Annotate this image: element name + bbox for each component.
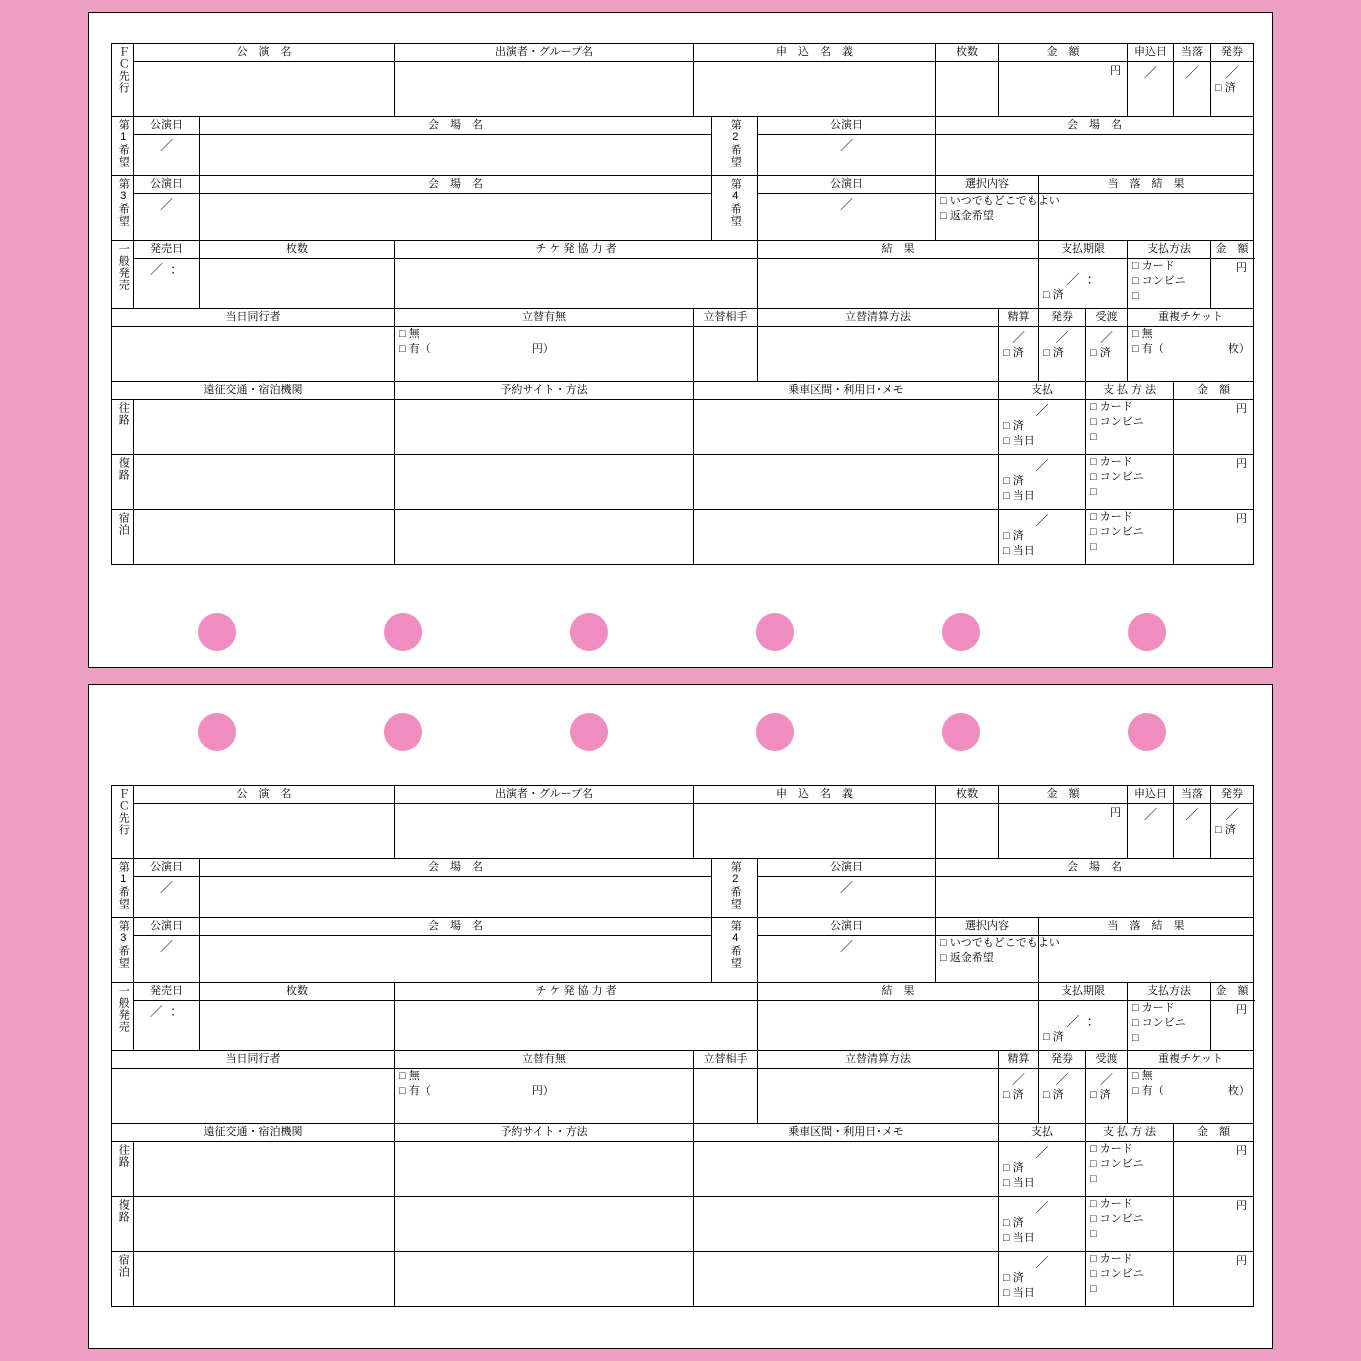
field-ukewatashi[interactable]: ／ □ 済 [1086, 1069, 1128, 1124]
field-ticket-count[interactable] [936, 62, 999, 117]
header-companion: 当日同行者 [112, 1051, 395, 1069]
field-sale-count[interactable] [200, 259, 395, 309]
return-pay-check[interactable]: □ 済 [999, 1216, 1085, 1231]
field-return-transport[interactable] [134, 1197, 395, 1252]
tatekae-none[interactable]: □ 無 [395, 327, 693, 342]
payment-method-konbini[interactable]: □ コンビニ [1128, 274, 1210, 289]
hakken-check[interactable]: □ 済 [1039, 346, 1085, 361]
header-helper: チ ケ 発 協 力 者 [395, 241, 758, 259]
travel-row-outbound [112, 1142, 1254, 1197]
outbound-method-other[interactable] [1086, 430, 1173, 445]
header-tatekae-partner: 立替相手 [694, 309, 758, 327]
field-sale-amount[interactable]: 円 [1211, 259, 1254, 309]
outbound-method-konbini[interactable]: □ コンビニ [1086, 1157, 1173, 1172]
header-hakken: 発券 [1039, 1051, 1086, 1069]
field-lottery-result[interactable] [1039, 194, 1254, 241]
field-lodging-memo[interactable] [694, 510, 999, 565]
dot-decoration [1128, 613, 1166, 651]
header-companion: 当日同行者 [112, 309, 395, 327]
travel-label-outbound: 往路 [112, 400, 134, 455]
header-memo: 乗車区間・利用日･メモ [694, 1124, 999, 1142]
field-outbound-booking[interactable] [395, 1142, 694, 1197]
header-artist-group: 出演者・グループ名 [395, 786, 694, 804]
header-payment-method: 支払方法 [1128, 983, 1211, 1001]
row-label-general-sale: 一般発売 [112, 983, 134, 1051]
outbound-pay-today[interactable]: □ 当日 [999, 1176, 1085, 1191]
ukewatashi-check[interactable]: □ 済 [1086, 1088, 1127, 1103]
header-sale-amount: 金 額 [1211, 241, 1254, 259]
form-sheet-2 [111, 785, 1253, 1307]
travel-row-outbound [112, 400, 1254, 455]
row-label-general-sale: 一般発売 [112, 241, 134, 309]
field-outbound-method[interactable] [1086, 400, 1174, 455]
field-seisan[interactable]: ／ □ 済 [999, 327, 1039, 382]
form-sheet-1 [111, 43, 1253, 565]
field-lodging-amount[interactable]: 円 [1174, 510, 1254, 565]
lodging-pay-check[interactable]: □ 済 [999, 1271, 1085, 1286]
hakken-check[interactable]: □ 済 [1039, 1088, 1085, 1103]
dot-decoration [1128, 713, 1166, 751]
header-wish4-date: 公演日 [758, 918, 936, 936]
dot-decoration [570, 713, 608, 751]
field-ukewatashi[interactable]: ／ □ 済 [1086, 327, 1128, 382]
outbound-pay-today[interactable]: □ 当日 [999, 434, 1085, 449]
field-outbound-transport[interactable] [134, 1142, 395, 1197]
field-sale-result[interactable] [758, 259, 1039, 309]
field-performance-name[interactable] [134, 804, 395, 859]
lodging-pay-check[interactable]: □ 済 [999, 529, 1085, 544]
payment-method-other[interactable] [1128, 1031, 1210, 1046]
field-payment-deadline[interactable]: ／ ： □ 済 [1039, 259, 1128, 309]
seisan-check[interactable]: □ 済 [999, 1088, 1038, 1103]
field-wish3-venue[interactable] [200, 936, 712, 983]
field-lottery-result[interactable] [1039, 936, 1254, 983]
outbound-method-konbini[interactable]: □ コンビニ [1086, 415, 1173, 430]
travel-row-lodging [112, 510, 1254, 565]
header-wish2-venue: 会 場 名 [936, 117, 1254, 135]
field-return-transport[interactable] [134, 455, 395, 510]
header-sale-result: 結 果 [758, 983, 1039, 1001]
field-lodging-method[interactable] [1086, 510, 1174, 565]
field-lodging-method[interactable] [1086, 1252, 1174, 1307]
field-outbound-memo[interactable] [694, 400, 999, 455]
field-tatekae-partner[interactable] [694, 327, 758, 382]
field-wish2-date[interactable]: ／ [758, 877, 936, 918]
header-wish4-date: 公演日 [758, 176, 936, 194]
field-tatekae-settle[interactable] [758, 327, 999, 382]
tatekae-none[interactable]: □ 無 [395, 1069, 693, 1084]
return-pay-today[interactable]: □ 当日 [999, 489, 1085, 504]
field-seisan[interactable]: ／ □ 済 [999, 1069, 1039, 1124]
travel-row-return [112, 1197, 1254, 1252]
return-method-card[interactable]: □ カード [1086, 455, 1173, 470]
field-tatekae-settle[interactable] [758, 1069, 999, 1124]
field-companion[interactable] [112, 1069, 395, 1124]
field-lodging-payment[interactable]: ／ □ 済 □ 当日 [999, 1252, 1086, 1307]
header-application-name: 申 込 名 義 [694, 786, 936, 804]
row-label-fc: ＦＣ先行 [112, 44, 134, 117]
field-outbound-payment[interactable]: ／ □ 済 □ 当日 [999, 400, 1086, 455]
header-helper: チ ケ 発 協 力 者 [395, 983, 758, 1001]
header-booking: 予約サイト・方法 [395, 382, 694, 400]
payment-method-konbini[interactable]: □ コンビニ [1128, 1016, 1210, 1031]
payment-method-card[interactable]: □ カード [1128, 259, 1210, 274]
form-page-1 [88, 12, 1273, 668]
header-travel-payment: 支払 [999, 1124, 1086, 1142]
issued-check[interactable]: □ 済 [1211, 81, 1253, 96]
dot-decoration [756, 713, 794, 751]
selection-option-refund[interactable]: □ 返金希望 [936, 209, 1038, 224]
field-wish3-venue[interactable] [200, 194, 712, 241]
field-payment-method[interactable] [1128, 259, 1211, 309]
duplicate-none[interactable]: □ 無 [1128, 1069, 1253, 1084]
selection-option-anytime[interactable]: □ いつでもどこでもよい [936, 194, 1038, 209]
payment-method-card[interactable]: □ カード [1128, 1001, 1210, 1016]
field-wish1-venue[interactable] [200, 135, 712, 176]
header-issued: 発券 [1211, 786, 1254, 804]
travel-label-return: 復路 [112, 455, 134, 510]
header-ticket-count: 枚数 [936, 44, 999, 62]
field-wish4-date[interactable]: ／ [758, 194, 936, 241]
field-wish2-venue[interactable] [936, 135, 1254, 176]
header-payment-deadline: 支払期限 [1039, 983, 1128, 1001]
tatekae-yes[interactable]: □ 有（ 円） [395, 342, 693, 357]
header-travel-payment-method: 支 払 方 法 [1086, 382, 1174, 400]
header-tatekae-exists: 立替有無 [395, 1051, 694, 1069]
field-outbound-amount[interactable]: 円 [1174, 1142, 1254, 1197]
outbound-method-other[interactable] [1086, 1172, 1173, 1187]
header-wish3-date: 公演日 [134, 918, 200, 936]
row-label-wish-4: 第4希望 [712, 176, 758, 241]
header-transport: 遠征交通・宿泊機関 [112, 1124, 395, 1142]
outbound-method-card[interactable]: □ カード [1086, 400, 1173, 415]
field-wish4-date[interactable]: ／ [758, 936, 936, 983]
header-application-name: 申 込 名 義 [694, 44, 936, 62]
outbound-method-card[interactable]: □ カード [1086, 1142, 1173, 1157]
field-amount[interactable] [999, 62, 1128, 117]
tatekae-yes[interactable]: □ 有（ 円） [395, 1084, 693, 1099]
field-return-method[interactable] [1086, 455, 1174, 510]
lodging-method-konbini[interactable]: □ コンビニ [1086, 525, 1173, 540]
header-sale-date: 発売日 [134, 241, 200, 259]
header-travel-amount: 金 額 [1174, 382, 1254, 400]
header-payment-deadline: 支払期限 [1039, 241, 1128, 259]
field-result[interactable]: ／ [1174, 804, 1211, 859]
lodging-method-konbini[interactable]: □ コンビニ [1086, 1267, 1173, 1282]
field-payment-method[interactable] [1128, 1001, 1211, 1051]
header-performance-name: 公 演 名 [134, 44, 395, 62]
return-method-other[interactable] [1086, 485, 1173, 500]
field-artist-group[interactable] [395, 62, 694, 117]
dot-decoration [198, 713, 236, 751]
header-wish1-date: 公演日 [134, 117, 200, 135]
field-lodging-booking[interactable] [395, 510, 694, 565]
field-outbound-method[interactable] [1086, 1142, 1174, 1197]
decorative-dots-row [89, 613, 1274, 651]
field-result[interactable]: ／ [1174, 62, 1211, 117]
header-tatekae-settle: 立替清算方法 [758, 1051, 999, 1069]
field-tatekae-exists[interactable] [395, 1069, 694, 1124]
header-seisan: 精算 [999, 1051, 1039, 1069]
ticket-log-table [111, 43, 1254, 565]
field-companion[interactable] [112, 327, 395, 382]
header-travel-amount: 金 額 [1174, 1124, 1254, 1142]
dot-decoration [942, 713, 980, 751]
field-wish1-venue[interactable] [200, 877, 712, 918]
field-artist-group[interactable] [395, 804, 694, 859]
header-issued: 発券 [1211, 44, 1254, 62]
dot-decoration [570, 613, 608, 651]
header-result: 当落 [1174, 44, 1211, 62]
field-outbound-memo[interactable] [694, 1142, 999, 1197]
header-result: 当落 [1174, 786, 1211, 804]
header-amount: 金 額 [999, 44, 1128, 62]
field-return-amount[interactable]: 円 [1174, 1197, 1254, 1252]
field-sale-amount[interactable]: 円 [1211, 1001, 1254, 1051]
field-return-payment[interactable]: ／ □ 済 □ 当日 [999, 455, 1086, 510]
return-method-card[interactable]: □ カード [1086, 1197, 1173, 1212]
field-outbound-amount[interactable]: 円 [1174, 400, 1254, 455]
field-selection-options[interactable] [936, 194, 1060, 241]
field-amount[interactable] [999, 804, 1128, 859]
field-lodging-transport[interactable] [134, 1252, 395, 1307]
field-selection-options[interactable] [936, 936, 1060, 983]
field-wish1-date[interactable]: ／ [134, 877, 200, 918]
field-issued[interactable]: ／ □ 済 [1211, 804, 1254, 859]
field-wish2-venue[interactable] [936, 877, 1254, 918]
amount-unit: 円 [1110, 65, 1122, 77]
header-payment-method: 支払方法 [1128, 241, 1211, 259]
field-ticket-count[interactable] [936, 804, 999, 859]
row-label-wish-2: 第2希望 [712, 117, 758, 176]
row-label-wish-1: 第1希望 [112, 117, 134, 176]
field-sale-count[interactable] [200, 1001, 395, 1051]
header-selection: 選択内容 [936, 918, 1039, 936]
header-sale-count: 枚数 [200, 983, 395, 1001]
field-return-method[interactable] [1086, 1197, 1174, 1252]
header-lottery-result: 当 落 結 果 [1039, 176, 1254, 194]
travel-label-lodging: 宿泊 [112, 510, 134, 565]
duplicate-yes[interactable]: □ 有（ 枚） [1128, 1084, 1253, 1099]
travel-row-lodging [112, 1252, 1254, 1307]
field-lodging-amount[interactable]: 円 [1174, 1252, 1254, 1307]
field-tatekae-exists[interactable] [395, 327, 694, 382]
lodging-method-card[interactable]: □ カード [1086, 1252, 1173, 1267]
seisan-check[interactable]: □ 済 [999, 346, 1038, 361]
dot-decoration [384, 613, 422, 651]
field-lodging-transport[interactable] [134, 510, 395, 565]
return-pay-check[interactable]: □ 済 [999, 474, 1085, 489]
header-tatekae-exists: 立替有無 [395, 309, 694, 327]
return-pay-today[interactable]: □ 当日 [999, 1231, 1085, 1246]
header-ukewatashi: 受渡 [1086, 1051, 1128, 1069]
header-artist-group: 出演者・グループ名 [395, 44, 694, 62]
ticket-log-table [111, 785, 1254, 1307]
field-sale-date[interactable]: ／ ： [134, 259, 200, 309]
field-outbound-transport[interactable] [134, 400, 395, 455]
header-wish3-venue: 会 場 名 [200, 176, 712, 194]
payment-method-other[interactable] [1128, 289, 1210, 304]
header-booking: 予約サイト・方法 [395, 1124, 694, 1142]
field-lodging-payment[interactable]: ／ □ 済 □ 当日 [999, 510, 1086, 565]
field-return-memo[interactable] [694, 1197, 999, 1252]
header-ukewatashi: 受渡 [1086, 309, 1128, 327]
field-return-amount[interactable]: 円 [1174, 455, 1254, 510]
header-wish1-venue: 会 場 名 [200, 117, 712, 135]
amount-unit: 円 [1110, 807, 1122, 819]
field-duplicate-ticket[interactable] [1128, 327, 1254, 382]
header-transport: 遠征交通・宿泊機関 [112, 382, 395, 400]
field-return-memo[interactable] [694, 455, 999, 510]
header-performance-name: 公 演 名 [134, 786, 395, 804]
field-helper[interactable] [395, 1001, 758, 1051]
header-duplicate-ticket: 重複チケット [1128, 1051, 1254, 1069]
selection-option-refund[interactable]: □ 返金希望 [936, 951, 1038, 966]
form-page-2 [88, 684, 1273, 1349]
header-wish3-venue: 会 場 名 [200, 918, 712, 936]
dot-decoration [384, 713, 422, 751]
header-wish3-date: 公演日 [134, 176, 200, 194]
header-lottery-result: 当 落 結 果 [1039, 918, 1254, 936]
travel-row-return [112, 455, 1254, 510]
field-issued[interactable]: ／ □ 済 [1211, 62, 1254, 117]
lodging-method-card[interactable]: □ カード [1086, 510, 1173, 525]
lodging-pay-today[interactable]: □ 当日 [999, 544, 1085, 559]
row-label-wish-3: 第3希望 [112, 176, 134, 241]
header-sale-amount: 金 額 [1211, 983, 1254, 1001]
field-application-name[interactable] [694, 62, 936, 117]
field-sale-date[interactable]: ／ ： [134, 1001, 200, 1051]
duplicate-none[interactable]: □ 無 [1128, 327, 1253, 342]
travel-label-lodging: 宿泊 [112, 1252, 134, 1307]
selection-option-anytime[interactable]: □ いつでもどこでもよい [936, 936, 1038, 951]
return-method-konbini[interactable]: □ コンビニ [1086, 1212, 1173, 1227]
header-travel-payment: 支払 [999, 382, 1086, 400]
row-label-wish-2: 第2希望 [712, 859, 758, 918]
travel-label-return: 復路 [112, 1197, 134, 1252]
field-hakken[interactable]: ／ □ 済 [1039, 327, 1086, 382]
header-wish1-date: 公演日 [134, 859, 200, 877]
field-wish2-date[interactable]: ／ [758, 135, 936, 176]
field-return-booking[interactable] [395, 455, 694, 510]
deadline-check[interactable]: □ 済 [1039, 1030, 1127, 1045]
field-apply-date[interactable]: ／ [1128, 62, 1174, 117]
field-payment-deadline[interactable]: ／ ： □ 済 [1039, 1001, 1128, 1051]
field-return-payment[interactable]: ／ □ 済 □ 当日 [999, 1197, 1086, 1252]
return-method-konbini[interactable]: □ コンビニ [1086, 470, 1173, 485]
header-amount: 金 額 [999, 786, 1128, 804]
field-outbound-payment[interactable]: ／ □ 済 □ 当日 [999, 1142, 1086, 1197]
field-wish3-date[interactable]: ／ [134, 194, 200, 241]
header-sale-count: 枚数 [200, 241, 395, 259]
header-ticket-count: 枚数 [936, 786, 999, 804]
row-label-wish-3: 第3希望 [112, 918, 134, 983]
lodging-method-other[interactable] [1086, 540, 1173, 555]
header-hakken: 発券 [1039, 309, 1086, 327]
field-sale-result[interactable] [758, 1001, 1039, 1051]
dot-decoration [942, 613, 980, 651]
field-wish1-date[interactable]: ／ [134, 135, 200, 176]
header-wish2-date: 公演日 [758, 859, 936, 877]
header-apply-date: 申込日 [1128, 786, 1174, 804]
field-application-name[interactable] [694, 804, 936, 859]
return-method-other[interactable] [1086, 1227, 1173, 1242]
header-wish1-venue: 会 場 名 [200, 859, 712, 877]
row-label-wish-4: 第4希望 [712, 918, 758, 983]
field-outbound-booking[interactable] [395, 400, 694, 455]
header-selection: 選択内容 [936, 176, 1039, 194]
row-label-fc: ＦＣ先行 [112, 786, 134, 859]
decorative-dots-row [89, 713, 1274, 751]
field-return-booking[interactable] [395, 1197, 694, 1252]
field-tatekae-partner[interactable] [694, 1069, 758, 1124]
row-label-wish-1: 第1希望 [112, 859, 134, 918]
header-wish2-date: 公演日 [758, 117, 936, 135]
dot-decoration [198, 613, 236, 651]
header-tatekae-partner: 立替相手 [694, 1051, 758, 1069]
header-duplicate-ticket: 重複チケット [1128, 309, 1254, 327]
dot-decoration [756, 613, 794, 651]
header-travel-payment-method: 支 払 方 法 [1086, 1124, 1174, 1142]
field-duplicate-ticket[interactable] [1128, 1069, 1254, 1124]
lodging-pay-today[interactable]: □ 当日 [999, 1286, 1085, 1301]
header-tatekae-settle: 立替清算方法 [758, 309, 999, 327]
header-wish2-venue: 会 場 名 [936, 859, 1254, 877]
issued-check[interactable]: □ 済 [1211, 823, 1253, 838]
field-performance-name[interactable] [134, 62, 395, 117]
field-helper[interactable] [395, 259, 758, 309]
field-lodging-booking[interactable] [395, 1252, 694, 1307]
header-apply-date: 申込日 [1128, 44, 1174, 62]
field-lodging-memo[interactable] [694, 1252, 999, 1307]
outbound-pay-check[interactable]: □ 済 [999, 1161, 1085, 1176]
outbound-pay-check[interactable]: □ 済 [999, 419, 1085, 434]
travel-label-outbound: 往路 [112, 1142, 134, 1197]
field-hakken[interactable]: ／ □ 済 [1039, 1069, 1086, 1124]
header-memo: 乗車区間・利用日･メモ [694, 382, 999, 400]
header-sale-result: 結 果 [758, 241, 1039, 259]
deadline-check[interactable]: □ 済 [1039, 288, 1127, 303]
duplicate-yes[interactable]: □ 有（ 枚） [1128, 342, 1253, 357]
field-apply-date[interactable]: ／ [1128, 804, 1174, 859]
ukewatashi-check[interactable]: □ 済 [1086, 346, 1127, 361]
header-seisan: 精算 [999, 309, 1039, 327]
lodging-method-other[interactable] [1086, 1282, 1173, 1297]
field-wish3-date[interactable]: ／ [134, 936, 200, 983]
header-sale-date: 発売日 [134, 983, 200, 1001]
